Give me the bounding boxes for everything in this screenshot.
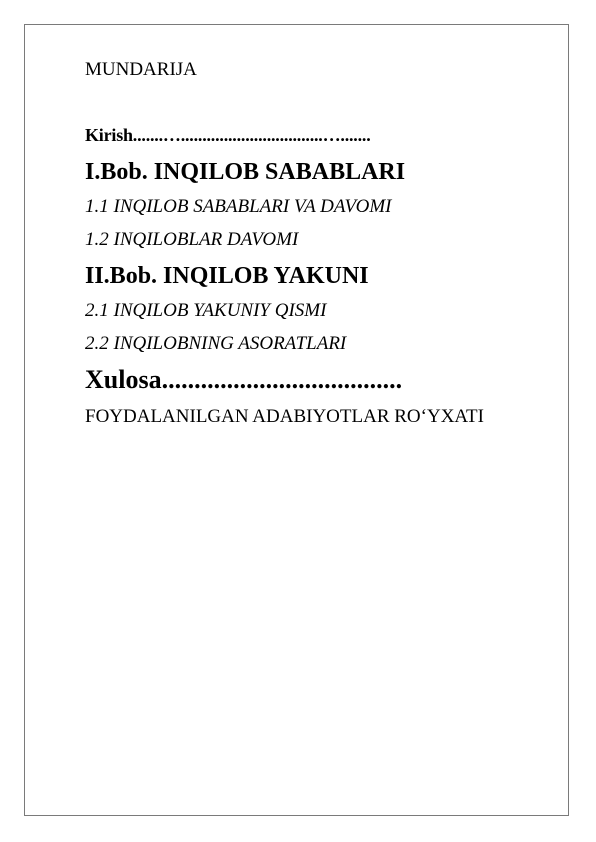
toc-entry-section-2-1: 2.1 INQILOB YAKUNIY QISMI	[85, 300, 327, 321]
toc-entry-section-1-1: 1.1 INQILOB SABABLARI VA DAVOMI	[85, 196, 392, 217]
toc-entry-chapter-2: II.Bob. INQILOB YAKUNI	[85, 263, 369, 289]
toc-entry-conclusion: Xulosa.....................................	[85, 365, 403, 394]
toc-entry-introduction: Kirish.......….................................….......	[85, 125, 371, 145]
toc-entry-references: FOYDALANILGAN ADABIYOTLAR RO‘YXATI	[85, 406, 484, 427]
toc-entry-section-1-2: 1.2 INQILOBLAR DAVOMI	[85, 229, 299, 250]
toc-entry-chapter-1: I.Bob. INQILOB SABABLARI	[85, 159, 406, 185]
toc-heading: MUNDARIJA	[85, 59, 197, 80]
toc-entry-section-2-2: 2.2 INQILOBNING ASORATLARI	[85, 333, 347, 354]
